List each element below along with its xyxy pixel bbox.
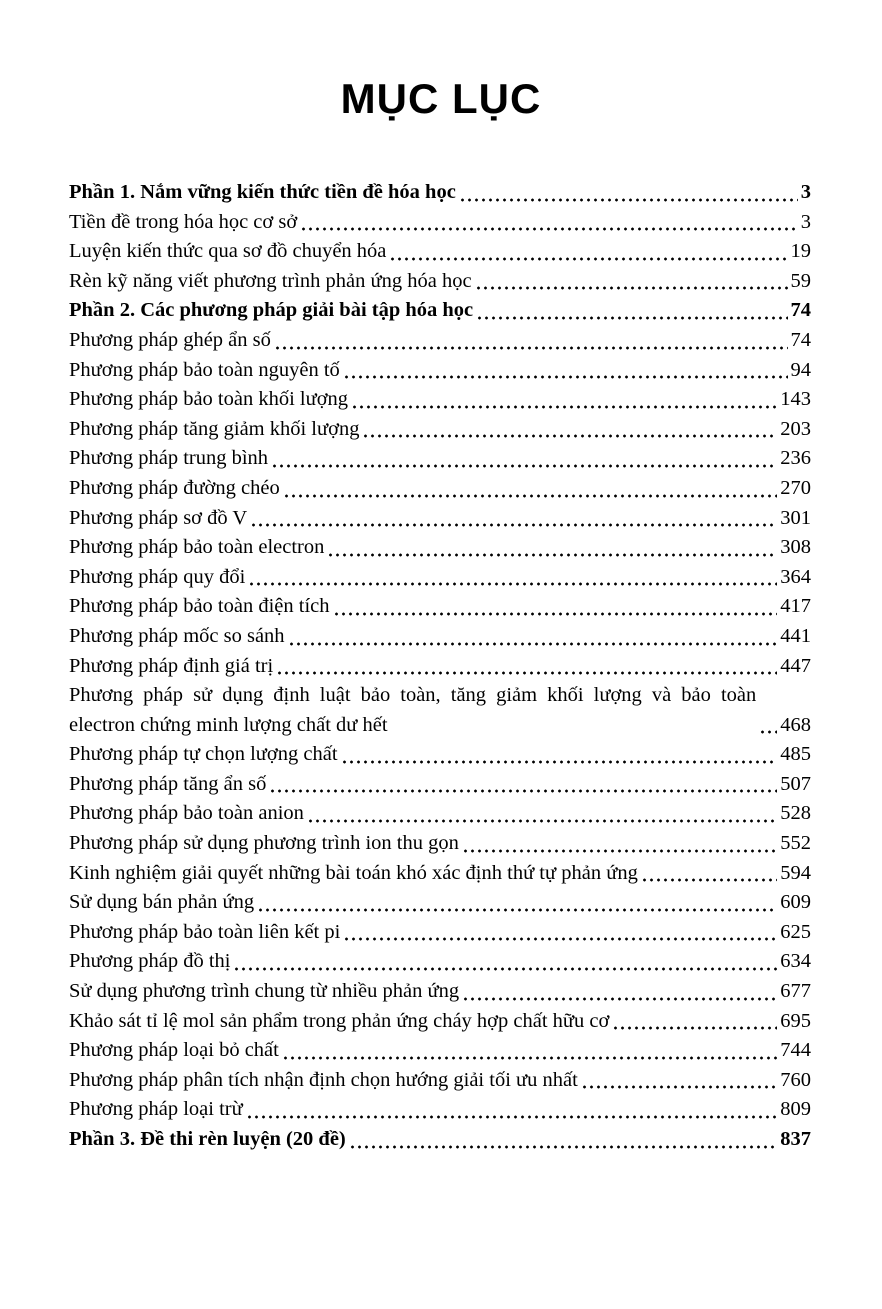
toc-entry bbox=[69, 1095, 811, 1125]
toc-entry-label: Sử dụng bán phản ứng bbox=[69, 891, 255, 914]
toc-entry-page: 528 bbox=[780, 802, 811, 825]
dot-leader bbox=[288, 642, 778, 646]
toc-entry bbox=[69, 622, 811, 652]
toc-entry bbox=[69, 918, 811, 948]
toc-entry bbox=[69, 178, 811, 208]
toc-entry-page: 695 bbox=[780, 1009, 811, 1032]
toc-entry bbox=[69, 385, 811, 415]
toc-entry-label: Phương pháp đường chéo bbox=[69, 476, 280, 499]
toc-entry bbox=[69, 533, 811, 563]
toc-list bbox=[69, 178, 811, 1155]
dot-leader bbox=[333, 612, 778, 616]
dot-leader bbox=[257, 908, 777, 912]
page-title: MỤC LỤC bbox=[340, 75, 542, 122]
toc-entry-label: Phương pháp định giá trị bbox=[69, 654, 274, 677]
toc-entry-page: 308 bbox=[780, 536, 811, 559]
toc-entry bbox=[69, 859, 811, 889]
toc-entry-page: 19 bbox=[790, 240, 811, 263]
toc-entry-page: 677 bbox=[780, 980, 811, 1003]
dot-leader bbox=[327, 553, 777, 557]
toc-entry-label: Phương pháp tăng ẩn số bbox=[69, 772, 267, 795]
toc-entry-label: Luyện kiến thức qua sơ đồ chuyển hóa bbox=[69, 240, 387, 263]
toc-entry bbox=[69, 296, 811, 326]
dot-leader bbox=[389, 257, 787, 261]
toc-entry-page: 301 bbox=[780, 506, 811, 529]
toc-entry-page: 507 bbox=[780, 772, 811, 795]
toc-entry-page: 3 bbox=[800, 181, 811, 203]
dot-leader bbox=[341, 760, 778, 764]
dot-leader bbox=[641, 878, 777, 882]
toc-entry bbox=[69, 888, 811, 918]
toc-entry bbox=[69, 977, 811, 1007]
toc-entry-page: 236 bbox=[780, 447, 811, 470]
toc-entry-label: Phương pháp sử dụng định luật bảo toàn, tăng giảm khối lượng và bảo toàn electron chứng minh lượng chất dư hết bbox=[69, 684, 757, 736]
toc-entry-label: Phần 2. Các phương pháp giải bài tập hóa học bbox=[69, 299, 474, 322]
toc-entry bbox=[69, 237, 811, 267]
toc-entry-page: 468 bbox=[780, 713, 811, 736]
dot-leader bbox=[343, 375, 788, 379]
toc-entry bbox=[69, 474, 811, 504]
toc-entry bbox=[69, 947, 811, 977]
toc-entry-label: Phương pháp mốc so sánh bbox=[69, 624, 285, 647]
toc-entry-page: 609 bbox=[780, 891, 811, 914]
toc-entry-label: Khảo sát tỉ lệ mol sản phẩm trong phản ứng cháy hợp chất hữu cơ bbox=[69, 1009, 610, 1032]
toc-entry-label: Phương pháp ghép ẩn số bbox=[69, 328, 271, 351]
toc-entry-label: Phương pháp bảo toàn nguyên tố bbox=[69, 358, 340, 381]
dot-leader bbox=[612, 1026, 777, 1030]
toc-entry-label: Phần 3. Đề thi rèn luyện (20 đề) bbox=[69, 1128, 346, 1150]
dot-leader bbox=[248, 582, 777, 586]
toc-entry-page: 441 bbox=[780, 624, 811, 647]
toc-entry-label: Phương pháp bảo toàn điện tích bbox=[69, 595, 330, 618]
dot-leader bbox=[349, 1145, 778, 1149]
toc-entry bbox=[69, 326, 811, 356]
toc-entry bbox=[69, 799, 811, 829]
toc-entry-page: 744 bbox=[780, 1039, 811, 1062]
toc-entry-label: Phương pháp bảo toàn anion bbox=[69, 802, 304, 825]
dot-leader bbox=[271, 464, 777, 468]
dot-leader bbox=[475, 286, 788, 290]
toc-entry-label: Phương pháp bảo toàn electron bbox=[69, 536, 325, 559]
dot-leader bbox=[759, 730, 777, 734]
dot-leader bbox=[307, 819, 777, 823]
toc-entry-page: 837 bbox=[780, 1128, 811, 1150]
toc-entry bbox=[69, 652, 811, 682]
toc-entry-label: Phương pháp sơ đồ V bbox=[69, 506, 248, 529]
toc-entry bbox=[69, 770, 811, 800]
dot-leader bbox=[276, 671, 777, 675]
toc-entry bbox=[69, 1125, 811, 1155]
dot-leader bbox=[300, 227, 798, 231]
toc-entry-label: Phương pháp đồ thị bbox=[69, 950, 231, 973]
toc-entry bbox=[69, 415, 811, 445]
toc-entry-label: Phương pháp phân tích nhận định chọn hướng giải tối ưu nhất bbox=[69, 1068, 578, 1091]
toc-entry-page: 143 bbox=[780, 388, 811, 411]
toc-entry bbox=[69, 829, 811, 859]
dot-leader bbox=[462, 997, 777, 1001]
toc-entry-page: 625 bbox=[780, 920, 811, 943]
toc-entry-label: Phương pháp loại bỏ chất bbox=[69, 1039, 279, 1062]
toc-entry-label: Phương pháp bảo toàn khối lượng bbox=[69, 388, 349, 411]
dot-leader bbox=[462, 849, 777, 853]
toc-entry-page: 3 bbox=[800, 210, 811, 233]
dot-leader bbox=[362, 434, 777, 438]
toc-entry-label: Tiền đề trong hóa học cơ sở bbox=[69, 210, 298, 233]
toc-entry-page: 270 bbox=[780, 476, 811, 499]
toc-entry-label: Phương pháp loại trừ bbox=[69, 1098, 243, 1121]
toc-entry-page: 417 bbox=[780, 595, 811, 618]
toc-entry-page: 760 bbox=[780, 1068, 811, 1091]
dot-leader bbox=[250, 523, 777, 527]
dot-leader bbox=[476, 316, 787, 320]
toc-entry-page: 94 bbox=[790, 358, 811, 381]
toc-entry bbox=[69, 444, 811, 474]
toc-entry-page: 485 bbox=[780, 743, 811, 766]
dot-leader bbox=[343, 937, 777, 941]
toc-entry-label: Rèn kỹ năng viết phương trình phản ứng hóa học bbox=[69, 269, 472, 292]
toc-entry-label: Phương pháp quy đổi bbox=[69, 565, 246, 588]
dot-leader bbox=[459, 198, 798, 202]
toc-entry-label: Phương pháp tự chọn lượng chất bbox=[69, 743, 338, 766]
toc-entry bbox=[69, 563, 811, 593]
toc-entry-label: Phương pháp trung bình bbox=[69, 447, 269, 470]
toc-entry-page: 74 bbox=[790, 299, 811, 322]
toc-entry-page: 447 bbox=[780, 654, 811, 677]
toc-entry-page: 634 bbox=[780, 950, 811, 973]
dot-leader bbox=[233, 967, 777, 971]
toc-entry-label: Phương pháp tăng giảm khối lượng bbox=[69, 417, 360, 440]
toc-entry bbox=[69, 1036, 811, 1066]
toc-entry-page: 364 bbox=[780, 565, 811, 588]
toc-entry-label: Phương pháp sử dụng phương trình ion thu gọn bbox=[69, 832, 459, 855]
toc-entry-page: 809 bbox=[780, 1098, 811, 1121]
dot-leader bbox=[269, 789, 777, 793]
toc-entry-label: Phần 1. Nắm vững kiến thức tiền đề hóa học bbox=[69, 181, 456, 203]
dot-leader bbox=[351, 405, 777, 409]
toc-entry-page: 552 bbox=[780, 832, 811, 855]
toc-entry-label: Kinh nghiệm giải quyết những bài toán khó xác định thứ tự phản ứng bbox=[69, 861, 638, 884]
dot-leader bbox=[283, 494, 778, 498]
toc-entry-label: Sử dụng phương trình chung từ nhiều phản ứng bbox=[69, 980, 460, 1003]
toc-entry bbox=[69, 1007, 811, 1037]
dot-leader bbox=[581, 1085, 777, 1089]
toc-entry bbox=[69, 592, 811, 622]
dot-leader bbox=[246, 1115, 778, 1119]
toc-entry bbox=[69, 1066, 811, 1096]
toc-entry-label: Phương pháp bảo toàn liên kết pi bbox=[69, 920, 341, 943]
dot-leader bbox=[274, 346, 788, 350]
dot-leader bbox=[282, 1056, 777, 1060]
toc-entry bbox=[69, 740, 811, 770]
toc-entry-page: 594 bbox=[780, 861, 811, 884]
toc-entry bbox=[69, 681, 811, 740]
toc-entry-page: 59 bbox=[790, 269, 811, 292]
toc-entry-page: 74 bbox=[790, 328, 811, 351]
toc-entry bbox=[69, 356, 811, 386]
toc-entry bbox=[69, 267, 811, 297]
toc-entry bbox=[69, 504, 811, 534]
toc-entry-page: 203 bbox=[780, 417, 811, 440]
toc-entry bbox=[69, 208, 811, 238]
